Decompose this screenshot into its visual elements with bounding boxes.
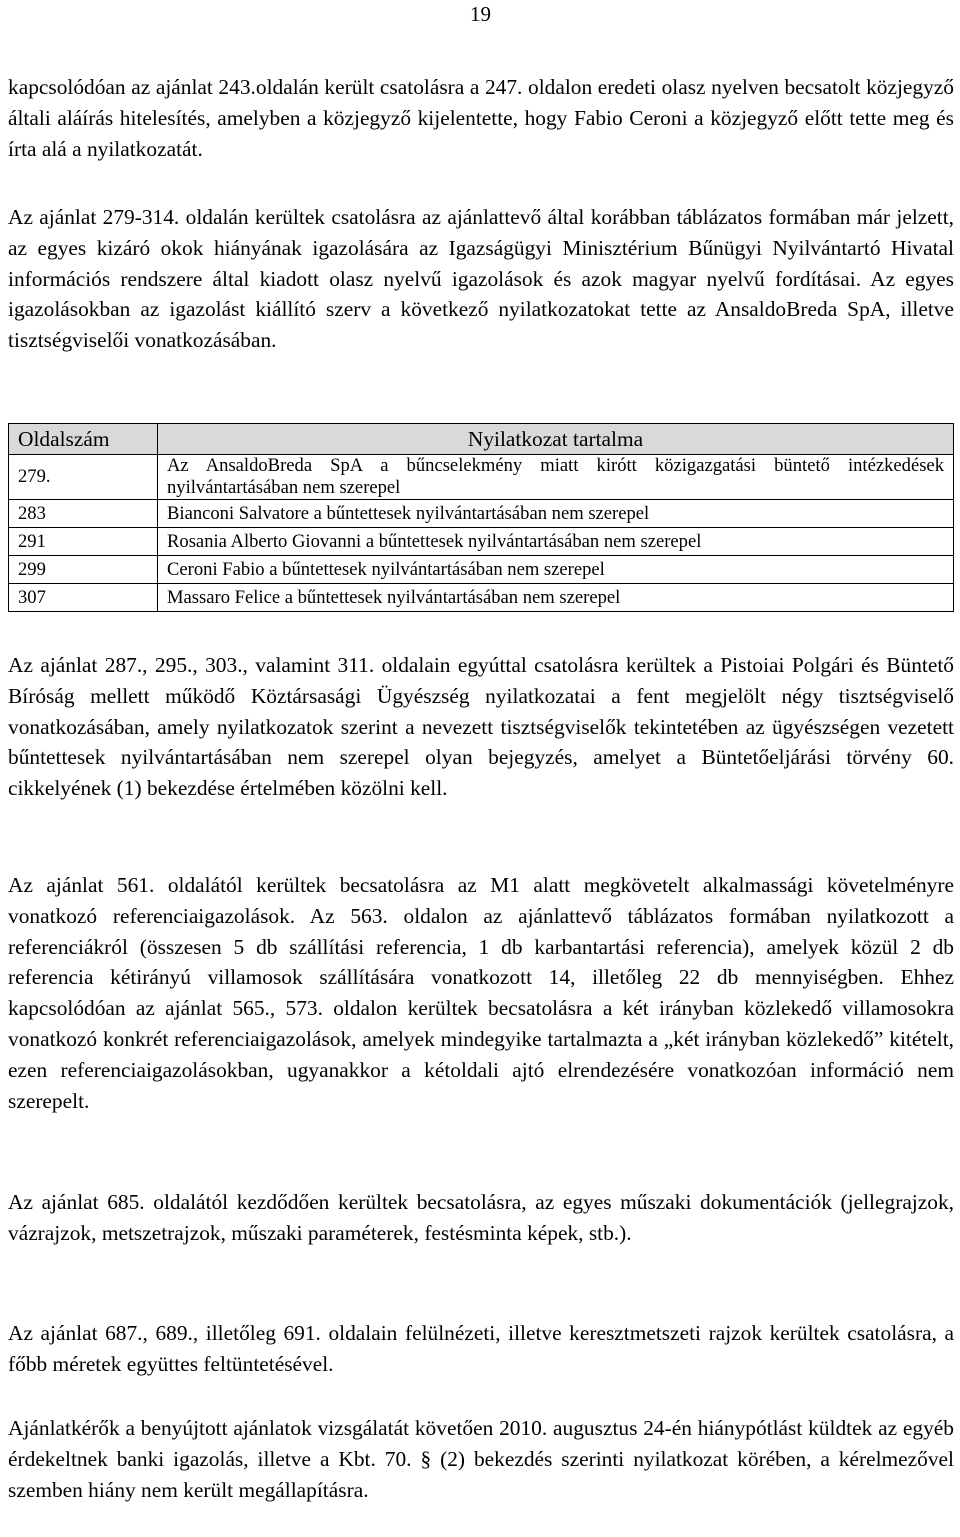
column-header-content: Nyilatkozat tartalma <box>158 424 954 455</box>
table-cell-page: 283 <box>9 500 158 528</box>
paragraph-prosecutor: Az ajánlat 287., 295., 303., valamint 311. oldalain egyúttal csatolásra kerültek a Pistoiai Polgári és Büntető Bíróság mellett működő Köztársasági Ügyészség nyilatkozatai a fent megjelölt négy tisztségviselő vonatkozásában, amely nyilatkozatok szerint a nevezett tisztségviselők tekintetében az ügyészségen vezetett bűntettesek nyilvántartásában nem szerepel olyan bejegyzés, amelyet a Büntetőeljárási törvény 60. cikkelyének (1) bekezdése értelmében közölni kell. <box>8 653 954 801</box>
column-header-page: Oldalszám <box>9 424 158 455</box>
table-row <box>9 528 954 556</box>
table-cell-text: Az AnsaldoBreda SpA a bűncselekmény miatt kirótt közigazgatási büntető intézkedések nyilvántartásában nem szerepel <box>158 455 954 500</box>
page-number: 19 <box>470 2 491 26</box>
table-row <box>9 500 954 528</box>
table-cell-page: 291 <box>9 528 158 556</box>
table-cell-text: Bianconi Salvatore a bűntettesek nyilvántartásában nem szerepel <box>158 500 954 528</box>
table-cell-page: 307 <box>9 584 158 612</box>
table-row <box>9 455 954 500</box>
table-header-row <box>9 424 954 455</box>
paragraph-certificates: Az ajánlat 279-314. oldalán kerültek csatolásra az ajánlattevő által korábban táblázatos formában már jelzett, az egyes kizáró okok hiányának igazolására az Igazságügyi Minisztérium Bűnügyi Nyilvántartó Hivatal információs rendszere által kiadott olasz nyelvű igazolások és azok magyar nyelvű fordításai. Az egyes igazolásokban az igazolást kiállító szerv a következő nyilatkozatokat tette az AnsaldoBreda SpA, illetve tisztségviselői vonatkozásában. <box>8 205 954 353</box>
table-row <box>9 584 954 612</box>
declarations-table <box>8 423 954 612</box>
table-cell-page: 299 <box>9 556 158 584</box>
paragraph-references: Az ajánlat 561. oldalától kerültek becsatolásra az M1 alatt megkövetelt alkalmassági követelményre vonatkozó referenciaigazolások. Az 563. oldalon az ajánlattevő táblázatos formában nyilatkozott a referenciákról (összesen 5 db szállítási referencia, 1 db karbantartási referencia), amelyek közül 2 db referencia kétirányú villamosok szállítására vonatkozott 14, illetőleg 22 db mennyiségben. Ehhez kapcsolódóan az ajánlat 565., 573. oldalon kerültek becsatolásra a két irányban közlekedő villamosokra vonatkozó konkrét referenciaigazolások, amelyek mindegyike tartalmazta a „két irányban közlekedő” kitételt, ezen referenciaigazolásokban, ugyanakkor a kétoldali ajtó elrendezésére vonatkozóan információ nem szerepelt. <box>8 873 954 1113</box>
paragraph-drawings: Az ajánlat 687., 689., illetőleg 691. oldalain felülnézeti, illetve keresztmetszeti rajzok kerültek csatolásra, a főbb méretek együttes feltüntetésével. <box>8 1321 954 1376</box>
table-cell-text: Massaro Felice a bűntettesek nyilvántartásában nem szerepel <box>158 584 954 612</box>
paragraph-technical-docs: Az ajánlat 685. oldalától kezdődően kerültek becsatolásra, az egyes műszaki dokumentációk (jellegrajzok, vázrajzok, metszetrajzok, műszaki paraméterek, festésminta képek, stb.). <box>8 1190 954 1245</box>
table-row <box>9 556 954 584</box>
paragraph-notary: kapcsolódóan az ajánlat 243.oldalán került csatolásra a 247. oldalon eredeti olasz nyelven becsatolt közjegyző általi aláírás hitelesítés, amelyben a közjegyző kijelentette, hogy Fabio Ceroni a közjegyző előtt tette meg és írta alá a nyilatkozatát. <box>8 75 954 161</box>
table-cell-page: 279. <box>9 455 158 500</box>
table-cell-text: Rosania Alberto Giovanni a bűntettesek nyilvántartásában nem szerepel <box>158 528 954 556</box>
table-cell-text: Ceroni Fabio a bűntettesek nyilvántartásában nem szerepel <box>158 556 954 584</box>
paragraph-deficiency: Ajánlatkérők a benyújtott ajánlatok vizsgálatát követően 2010. augusztus 24-én hiánypótlást küldtek az egyéb érdekeltnek banki igazolás, illetve a Kbt. 70. § (2) bekezdés szerinti nyilatkozat körében, a kérelmezővel szemben hiány nem került megállapításra. <box>8 1416 954 1502</box>
